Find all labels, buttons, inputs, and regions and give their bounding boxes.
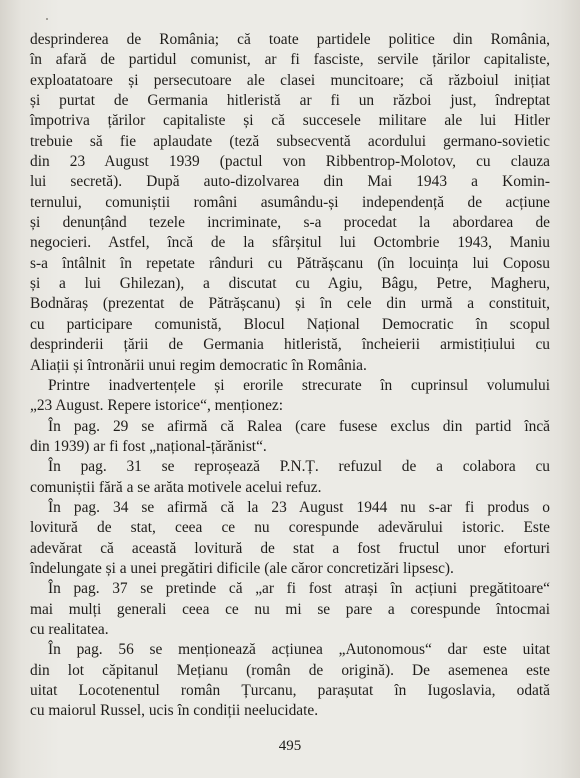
text-line: În pag. 31 se reproșează P.N.Ț. refuzul de a colabora cu [48, 458, 550, 476]
text-line: exploatatoare și persecutoare ale clasei muncitoare; că războiul inițiat [30, 71, 550, 89]
text-line: și denunțând tezele incriminate, s-a procedat la abordarea de [30, 214, 550, 232]
text-line: cu maiorul Russel, ucis în condiții neelucidate. [30, 702, 319, 720]
text-line: În pag. 37 se pretinde că „ar fi fost atrași în acțiuni pregătitoare“ [48, 580, 550, 598]
text-line: comuniștii fără a se arăta motivele acelui refuz. [30, 478, 322, 496]
text-line: din 23 August 1939 (pactul von Ribbentrop-Molotov, cu clauza [30, 153, 550, 171]
text-line: Aliații și întronării unui regim democratic în România. [30, 356, 367, 374]
text-line: În pag. 56 se menționează acțiunea „Autonomous“ dar este uitat [48, 641, 550, 659]
text-line: uitat Locotenentul român Țurcanu, parașutat în Iugoslavia, odată [30, 682, 550, 699]
text-line: din lot căpitanul Mețianu (român de origină). De asemenea este [30, 661, 550, 679]
text-line: lui secretă). După auto-dizolvarea din Mai 1943 a Komin- [30, 173, 550, 191]
text-line: cu participare comunistă, Blocul Național Democratic în scopul [30, 315, 550, 333]
text-line: îndelungate și a unei pregătiri dificile (ale căror concretizări lipsesc). [30, 559, 454, 577]
text-line: și purtat de Germania hitleristă ar fi un război just, îndreptat [30, 92, 550, 110]
text-line: desprinderea de România; că toate partidele politice din România, [30, 31, 550, 48]
text-line: Printre inadvertențele și erorile strecurate în cuprinsul volumului [48, 376, 550, 394]
page-number: 495 [278, 738, 302, 754]
speck [46, 18, 48, 20]
text-line: În pag. 34 se afirmă că la 23 August 1944 nu s-ar fi produs o [48, 498, 550, 516]
text-line: și a lui Ghilezan), a discutat cu Agiu, Bâgu, Petre, Magheru, [30, 275, 550, 293]
text-line: În pag. 29 se afirmă că Ralea (care fusese exclus din partid încă [48, 417, 550, 435]
text-line: adevărat că această lovitură de stat a fost fructul unor eforturi [30, 539, 550, 557]
text-line: „23 August. Repere istorice“, menționez: [30, 397, 284, 415]
text-line: Bodnăraș (prezentat de Pătrășcanu) și în cele din urmă a constituit, [30, 295, 550, 313]
text-line: s-a întâlnit în repetate rânduri cu Pătrășcanu (în locuința lui Coposu [30, 254, 550, 272]
text-line: împotriva țărilor capitaliste și că succesele militare ale lui Hitler [30, 112, 550, 130]
text-line: mai mulți generali ceea ce nu mi se pare a corespunde întocmai [30, 600, 550, 618]
text-line: cu realitatea. [30, 620, 109, 638]
text-line: trebuie să fie aplaudate (teză subsecventă acordului germano-sovietic [30, 132, 550, 150]
body-text [30, 30, 550, 722]
text-line: desprinderii țării de Germania hitleristă, încheierii armistițiului cu [30, 336, 550, 354]
text-line: lovitură de stat, ceea ce nu corespunde adevărului istoric. Este [30, 519, 550, 537]
text-line: în afară de partidul comunist, ar fi fasciste, servile țărilor capitaliste, [30, 51, 550, 69]
text-line: din 1939) ar fi fost „național-țărănist“. [30, 437, 267, 455]
text-line: negocieri. Astfel, încă de la sfârșitul lui Octombrie 1943, Maniu [30, 234, 550, 252]
text-line: ternului, comuniștii români asumându-și independență de acțiune [30, 193, 550, 211]
